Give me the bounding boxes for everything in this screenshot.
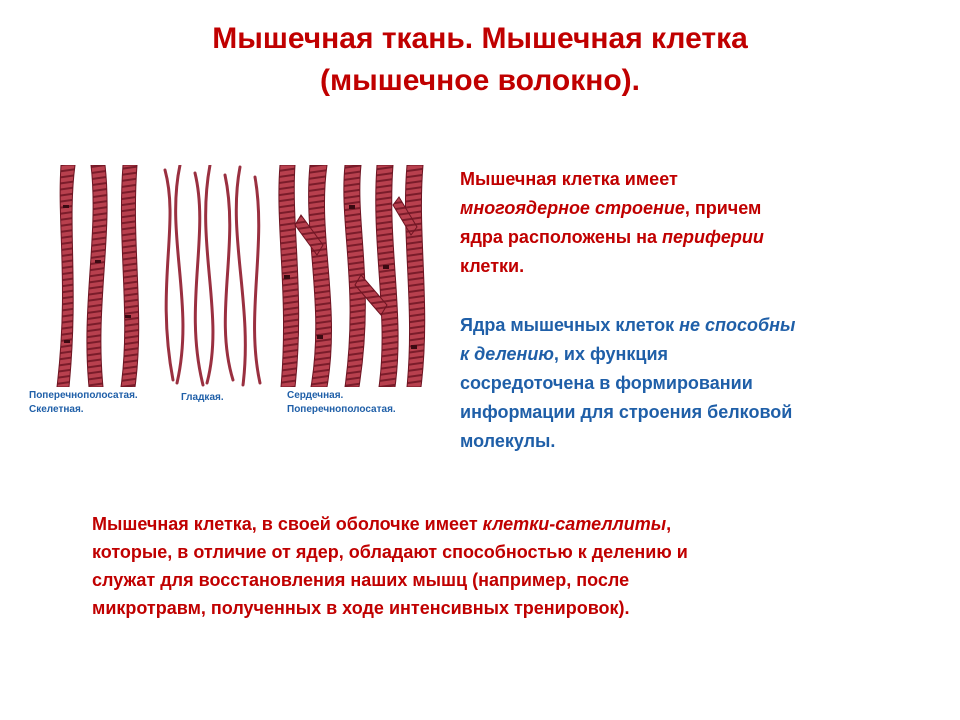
p3-line-1-end: , [666, 514, 672, 534]
smooth-fiber [236, 167, 245, 385]
p1-line-4: клетки. [460, 256, 525, 276]
p2-line-4: информации для строения белковой [460, 402, 793, 422]
slide-title [0, 18, 960, 102]
nucleus [317, 335, 323, 339]
p1-emphasis-multinuclear: многоядерное строение [460, 198, 685, 218]
skeletal-fiber [87, 165, 107, 387]
paragraph-nuclei-structure [460, 165, 930, 281]
p3-line-1 [92, 510, 912, 538]
cardiac-fiber [376, 165, 398, 387]
cardiac-fiber [309, 165, 332, 387]
nucleus [383, 265, 389, 269]
caption-cardiac [287, 389, 396, 417]
caption-skeletal-line-1: Поперечнополосатая. [29, 390, 138, 401]
p2-emphasis-not-capable: не способны [679, 315, 796, 335]
smooth-fiber [225, 175, 233, 380]
skeletal-fibers [57, 165, 139, 387]
p3-line-2: которые, в отличие от ядер, обладают способностью к делению и [92, 542, 688, 562]
p2-line-1 [460, 311, 930, 340]
muscle-tissue-illustration [55, 165, 435, 387]
p2-line-5: молекулы. [460, 431, 556, 451]
caption-smooth [181, 391, 224, 405]
nucleus [64, 340, 70, 343]
cardiac-fiber [405, 165, 424, 387]
nucleus [349, 205, 355, 209]
p3-line-4: микротравм, полученных в ходе интенсивных тренировок). [92, 598, 630, 618]
nucleus [95, 260, 101, 263]
caption-skeletal-line-2: Скелетная. [29, 404, 84, 415]
p2-line-1-start: Ядра мышечных клеток [460, 315, 680, 335]
p3-emphasis-satellite-cells: клетки-сателлиты [482, 514, 667, 534]
p1-line-3 [460, 223, 930, 252]
smooth-fiber [255, 177, 260, 383]
smooth-fiber [206, 165, 213, 383]
smooth-fiber [165, 170, 173, 380]
title-line-2: (мышечное волокно). [319, 64, 641, 97]
nucleus [125, 315, 131, 318]
title-line-1: Мышечная ткань. Мышечная клетка [212, 22, 748, 55]
smooth-fiber [176, 165, 183, 383]
p3-line-1-start: Мышечная клетка, в своей оболочке имеет [92, 514, 483, 534]
p1-line-2-rest: , причем [684, 198, 762, 218]
p1-line-2 [460, 194, 930, 223]
smooth-fiber [195, 173, 203, 385]
skeletal-fiber [121, 165, 139, 387]
p2-emphasis-division: к делению [460, 344, 554, 364]
p1-line-1: Мышечная клетка имеет [460, 169, 678, 189]
caption-cardiac-line-1: Сердечная. [287, 390, 344, 401]
p2-line-2 [460, 340, 930, 369]
cardiac-fibers [279, 165, 425, 387]
caption-smooth-line: Гладкая. [181, 392, 224, 403]
p2-line-2-rest: , их функция [553, 344, 669, 364]
paragraph-satellite-cells [92, 510, 912, 622]
smooth-fibers [165, 165, 260, 385]
p2-line-3: сосредоточена в формировании [460, 373, 753, 393]
caption-skeletal [29, 389, 138, 417]
nucleus [284, 275, 290, 279]
nucleus [63, 205, 69, 208]
p3-line-3: служат для восстановления наших мышц (например, после [92, 570, 630, 590]
p1-emphasis-periphery: периферии [662, 227, 764, 247]
nucleus [411, 345, 417, 349]
caption-cardiac-line-2: Поперечнополосатая. [287, 404, 396, 415]
skeletal-fiber [57, 165, 75, 387]
p1-line-3-start: ядра расположены на [460, 227, 662, 247]
paragraph-nuclei-function [460, 311, 930, 456]
